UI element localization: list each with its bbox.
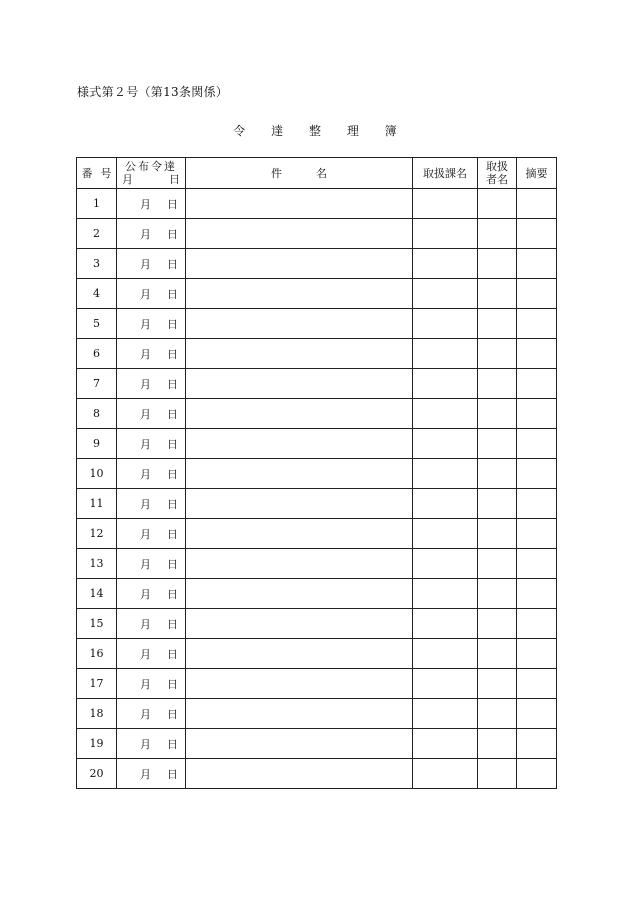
row-month-label: 月 — [140, 227, 151, 241]
row-day-label: 日 — [167, 497, 178, 511]
row-day-label: 日 — [167, 467, 178, 481]
row-subject[interactable] — [186, 699, 413, 729]
row-handler[interactable] — [478, 429, 517, 459]
row-dept[interactable] — [413, 609, 478, 639]
row-handler[interactable] — [478, 459, 517, 489]
row-date[interactable] — [117, 639, 186, 669]
row-summary[interactable] — [517, 339, 557, 369]
row-dept[interactable] — [413, 459, 478, 489]
row-day-label: 日 — [167, 317, 178, 331]
table-row — [77, 489, 557, 519]
row-dept[interactable] — [413, 489, 478, 519]
row-number: 12 — [77, 519, 117, 549]
row-summary[interactable] — [517, 189, 557, 219]
row-summary[interactable] — [517, 699, 557, 729]
table-row — [77, 249, 557, 279]
row-number: 17 — [77, 669, 117, 699]
row-month-label: 月 — [140, 677, 151, 691]
table-row — [77, 459, 557, 489]
row-number: 19 — [77, 729, 117, 759]
row-summary[interactable] — [517, 429, 557, 459]
row-number: 2 — [77, 219, 117, 249]
row-subject[interactable] — [186, 519, 413, 549]
row-date[interactable] — [117, 549, 186, 579]
row-handler[interactable] — [478, 699, 517, 729]
table-row — [77, 639, 557, 669]
row-subject[interactable] — [186, 189, 413, 219]
table-row — [77, 399, 557, 429]
row-number: 15 — [77, 609, 117, 639]
row-dept[interactable] — [413, 759, 478, 789]
table-row — [77, 219, 557, 249]
register-body — [77, 189, 557, 789]
table-row — [77, 729, 557, 759]
row-dept[interactable] — [413, 639, 478, 669]
col-header-date-day: 日 — [169, 173, 180, 186]
row-date[interactable] — [117, 519, 186, 549]
row-subject[interactable] — [186, 579, 413, 609]
row-subject[interactable] — [186, 609, 413, 639]
col-header-summary: 摘要 — [517, 158, 557, 189]
row-date[interactable] — [117, 459, 186, 489]
col-header-handler — [478, 158, 517, 189]
table-row — [77, 519, 557, 549]
title-char: 簿 — [384, 124, 397, 138]
row-handler[interactable] — [478, 339, 517, 369]
row-number: 8 — [77, 399, 117, 429]
row-date[interactable] — [117, 369, 186, 399]
document-title — [0, 122, 630, 139]
row-number: 20 — [77, 759, 117, 789]
col-header-number — [77, 158, 117, 189]
row-dept[interactable] — [413, 729, 478, 759]
row-number: 10 — [77, 459, 117, 489]
table-row — [77, 339, 557, 369]
row-dept[interactable] — [413, 279, 478, 309]
row-month-label: 月 — [140, 557, 151, 571]
row-summary[interactable] — [517, 609, 557, 639]
row-month-label: 月 — [140, 287, 151, 301]
col-header-number-char: 号 — [100, 167, 112, 180]
table-row — [77, 609, 557, 639]
row-subject[interactable] — [186, 429, 413, 459]
row-day-label: 日 — [167, 527, 178, 541]
row-dept[interactable] — [413, 669, 478, 699]
row-date[interactable] — [117, 189, 186, 219]
row-handler[interactable] — [478, 369, 517, 399]
row-date[interactable] — [117, 429, 186, 459]
row-month-label: 月 — [140, 527, 151, 541]
row-number: 6 — [77, 339, 117, 369]
row-handler[interactable] — [478, 489, 517, 519]
row-number: 11 — [77, 489, 117, 519]
row-date[interactable] — [117, 339, 186, 369]
row-month-label: 月 — [140, 257, 151, 271]
row-summary[interactable] — [517, 459, 557, 489]
row-handler[interactable] — [478, 519, 517, 549]
row-day-label: 日 — [167, 617, 178, 631]
row-day-label: 日 — [167, 257, 178, 271]
row-date[interactable] — [117, 249, 186, 279]
row-day-label: 日 — [167, 407, 178, 421]
row-handler[interactable] — [478, 549, 517, 579]
row-handler[interactable] — [478, 579, 517, 609]
row-number: 1 — [77, 189, 117, 219]
table-row — [77, 279, 557, 309]
row-summary[interactable] — [517, 549, 557, 579]
table-row — [77, 759, 557, 789]
row-number: 14 — [77, 579, 117, 609]
table-row — [77, 369, 557, 399]
row-dept[interactable] — [413, 519, 478, 549]
table-row — [77, 309, 557, 339]
row-day-label: 日 — [167, 287, 178, 301]
row-date[interactable] — [117, 279, 186, 309]
row-summary[interactable] — [517, 219, 557, 249]
row-subject[interactable] — [186, 399, 413, 429]
row-subject[interactable] — [186, 489, 413, 519]
row-summary[interactable] — [517, 279, 557, 309]
row-month-label: 月 — [140, 767, 151, 781]
row-month-label: 月 — [140, 197, 151, 211]
register-table — [76, 157, 557, 789]
row-day-label: 日 — [167, 197, 178, 211]
row-handler[interactable] — [478, 249, 517, 279]
row-number: 9 — [77, 429, 117, 459]
row-summary[interactable] — [517, 519, 557, 549]
row-dept[interactable] — [413, 699, 478, 729]
row-dept[interactable] — [413, 429, 478, 459]
row-handler[interactable] — [478, 609, 517, 639]
col-header-subject-char: 件 — [271, 167, 282, 180]
table-row — [77, 189, 557, 219]
row-handler[interactable] — [478, 759, 517, 789]
row-subject[interactable] — [186, 759, 413, 789]
table-row — [77, 669, 557, 699]
row-summary[interactable] — [517, 579, 557, 609]
row-summary[interactable] — [517, 759, 557, 789]
row-dept[interactable] — [413, 369, 478, 399]
row-day-label: 日 — [167, 737, 178, 751]
row-month-label: 月 — [140, 467, 151, 481]
col-header-subject-char: 名 — [316, 167, 327, 180]
row-dept[interactable] — [413, 549, 478, 579]
row-subject[interactable] — [186, 639, 413, 669]
col-header-number-char: 番 — [81, 167, 93, 180]
title-char: 令 — [233, 124, 246, 138]
row-handler[interactable] — [478, 309, 517, 339]
row-month-label: 月 — [140, 587, 151, 601]
row-month-label: 月 — [140, 617, 151, 631]
row-day-label: 日 — [167, 227, 178, 241]
col-header-date — [117, 158, 186, 189]
row-date[interactable] — [117, 399, 186, 429]
row-day-label: 日 — [167, 647, 178, 661]
row-date[interactable] — [117, 699, 186, 729]
row-date[interactable] — [117, 579, 186, 609]
row-subject[interactable] — [186, 249, 413, 279]
row-day-label: 日 — [167, 587, 178, 601]
row-summary[interactable] — [517, 369, 557, 399]
row-summary[interactable] — [517, 309, 557, 339]
row-subject[interactable] — [186, 549, 413, 579]
row-day-label: 日 — [167, 767, 178, 781]
row-dept[interactable] — [413, 219, 478, 249]
row-day-label: 日 — [167, 707, 178, 721]
col-header-date-month: 月 — [122, 173, 133, 186]
row-summary[interactable] — [517, 399, 557, 429]
row-dept[interactable] — [413, 579, 478, 609]
row-month-label: 月 — [140, 407, 151, 421]
col-header-handler-bottom: 者名 — [486, 173, 508, 186]
row-subject[interactable] — [186, 669, 413, 699]
row-day-label: 日 — [167, 377, 178, 391]
row-date[interactable] — [117, 309, 186, 339]
row-handler[interactable] — [478, 219, 517, 249]
row-dept[interactable] — [413, 189, 478, 219]
row-summary[interactable] — [517, 639, 557, 669]
row-date[interactable] — [117, 489, 186, 519]
title-char: 達 — [271, 124, 284, 138]
row-dept[interactable] — [413, 249, 478, 279]
row-summary[interactable] — [517, 669, 557, 699]
row-summary[interactable] — [517, 729, 557, 759]
row-date[interactable] — [117, 729, 186, 759]
row-date[interactable] — [117, 609, 186, 639]
row-subject[interactable] — [186, 729, 413, 759]
row-dept[interactable] — [413, 339, 478, 369]
table-row — [77, 699, 557, 729]
row-handler[interactable] — [478, 189, 517, 219]
header-row — [77, 158, 557, 189]
row-subject[interactable] — [186, 339, 413, 369]
col-header-dept: 取扱課名 — [413, 158, 478, 189]
row-day-label: 日 — [167, 557, 178, 571]
row-day-label: 日 — [167, 347, 178, 361]
col-header-subject — [186, 158, 413, 189]
row-dept[interactable] — [413, 309, 478, 339]
row-number: 13 — [77, 549, 117, 579]
row-handler[interactable] — [478, 729, 517, 759]
col-header-date-top: 公布令達 — [125, 160, 177, 173]
col-header-handler-top: 取扱 — [486, 160, 508, 173]
row-subject[interactable] — [186, 309, 413, 339]
row-summary[interactable] — [517, 249, 557, 279]
row-number: 4 — [77, 279, 117, 309]
row-dept[interactable] — [413, 399, 478, 429]
table-row — [77, 429, 557, 459]
row-summary[interactable] — [517, 489, 557, 519]
row-number: 5 — [77, 309, 117, 339]
table-row — [77, 579, 557, 609]
row-month-label: 月 — [140, 707, 151, 721]
row-handler[interactable] — [478, 669, 517, 699]
row-month-label: 月 — [140, 317, 151, 331]
row-handler[interactable] — [478, 399, 517, 429]
row-number: 18 — [77, 699, 117, 729]
row-date[interactable] — [117, 669, 186, 699]
title-char: 理 — [346, 124, 359, 138]
row-number: 3 — [77, 249, 117, 279]
row-month-label: 月 — [140, 647, 151, 661]
row-handler[interactable] — [478, 279, 517, 309]
row-month-label: 月 — [140, 437, 151, 451]
row-date[interactable] — [117, 759, 186, 789]
row-subject[interactable] — [186, 369, 413, 399]
title-char: 整 — [308, 124, 321, 138]
row-handler[interactable] — [478, 639, 517, 669]
row-date[interactable] — [117, 219, 186, 249]
row-month-label: 月 — [140, 497, 151, 511]
row-number: 16 — [77, 639, 117, 669]
row-day-label: 日 — [167, 437, 178, 451]
table-row — [77, 549, 557, 579]
row-month-label: 月 — [140, 377, 151, 391]
row-subject[interactable] — [186, 279, 413, 309]
row-month-label: 月 — [140, 737, 151, 751]
row-month-label: 月 — [140, 347, 151, 361]
row-subject[interactable] — [186, 459, 413, 489]
row-number: 7 — [77, 369, 117, 399]
row-subject[interactable] — [186, 219, 413, 249]
row-day-label: 日 — [167, 677, 178, 691]
form-number-label: 様式第２号（第13条関係） — [77, 85, 229, 99]
